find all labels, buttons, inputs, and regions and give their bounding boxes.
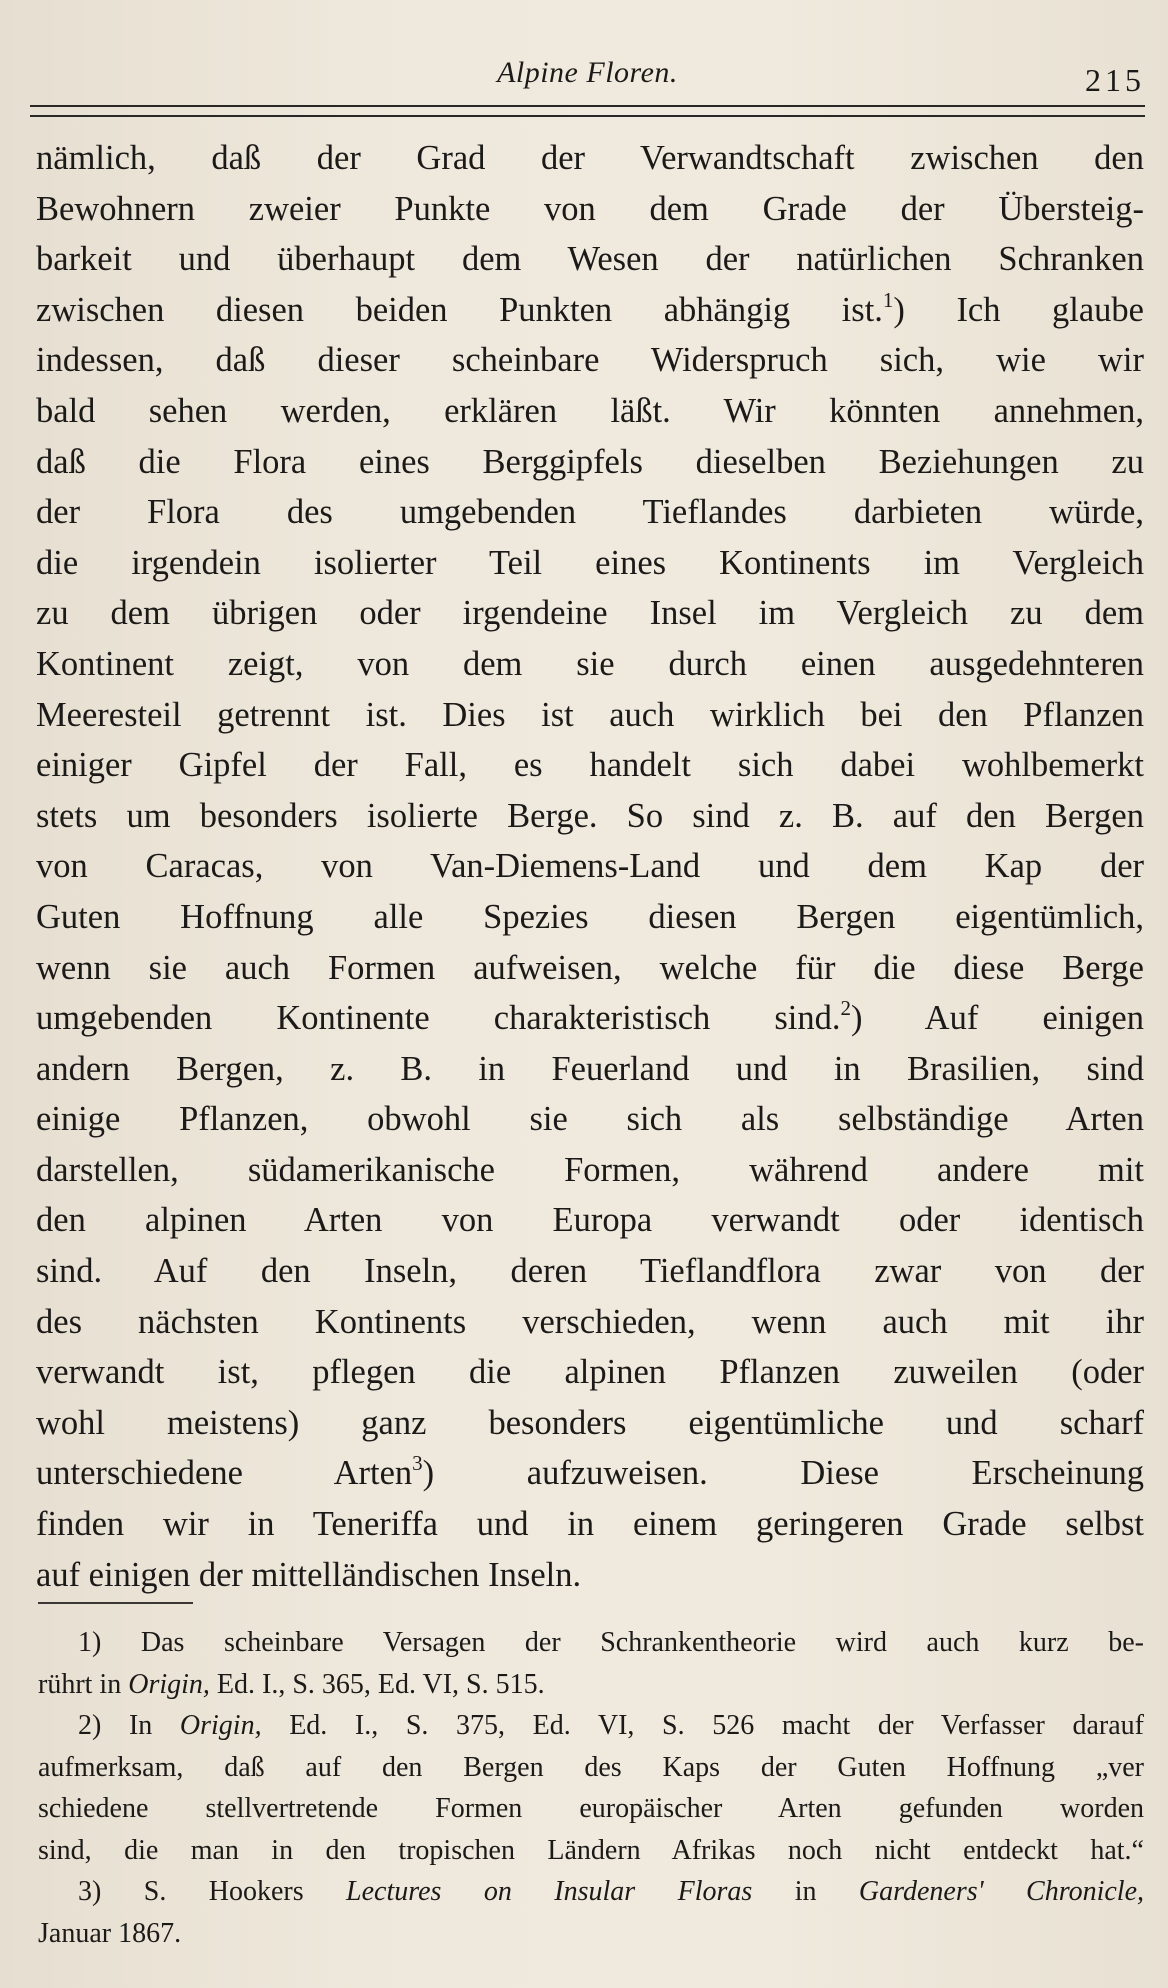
text-line: Bewohnern zweier Punkte von dem Grade der Übersteig- xyxy=(36,189,1144,228)
text-line: Guten Hoffnung alle Spezies diesen Bergen eigentümlich, xyxy=(36,897,1144,936)
footnote-2-line: schiedene stellvertretende Formen europäischer Arten gefunden worden xyxy=(38,1793,1144,1824)
text-line: nämlich, daß der Grad der Verwandtschaft zwischen den xyxy=(36,139,1144,177)
work-title: Origin, xyxy=(128,1668,210,1700)
text-line: wenn sie auch Formen aufweisen, welche für die diese Berge xyxy=(36,948,1144,987)
footnote-2-line: 2) In Origin, Ed. I., S. 375, Ed. VI, S. 526 macht der Verfasser darauf xyxy=(78,1710,1145,1741)
header-rule-top xyxy=(30,105,1145,107)
text-line: finden wir in Teneriffa und in einem geringeren Grade selbst xyxy=(36,1505,1144,1544)
footnote-ref-1: 1 xyxy=(882,287,894,312)
text-line: umgebenden Kontinente charakteristisch sind.$^2$) Auf einigen xyxy=(36,996,1144,1038)
text-line: wohl meistens) ganz besonders eigentümliche und scharf xyxy=(36,1403,1144,1442)
text-line: sind. Auf den Inseln, deren Tieflandflora zwar von der xyxy=(36,1252,1144,1291)
text-line: die irgendein isolierter Teil eines Kontinents im Vergleich xyxy=(36,543,1144,582)
text-line: Meeresteil getrennt ist. Dies ist auch wirklich bei den Pflanzen xyxy=(36,695,1144,734)
main-text xyxy=(36,133,1144,1600)
footnote-3-line: 3) S. Hookers Lectures on Insular Floras in Gardeners' Chronicle, xyxy=(78,1876,1145,1907)
text-line: andern Bergen, z. B. in Feuerland und in Brasilien, sind xyxy=(36,1049,1144,1088)
text-line: den alpinen Arten von Europa verwandt oder identisch xyxy=(36,1201,1144,1240)
footnote-2-line: aufmerksam, daß auf den Bergen des Kaps der Guten Hoffnung „ver xyxy=(38,1751,1144,1783)
page-number: 215 xyxy=(1085,62,1145,98)
journal-title: Gardeners' Chronicle, xyxy=(858,1876,1145,1907)
text-line: verwandt ist, pflegen die alpinen Pflanzen zuweilen (oder xyxy=(36,1353,1144,1392)
text-line: der Flora des umgebenden Tieflandes darbieten würde, xyxy=(36,493,1144,532)
work-title: Lectures on Insular Floras xyxy=(346,1876,753,1907)
footnote-ref-2: 2 xyxy=(840,996,851,1021)
footnote-1-line: rührt in Origin, Ed. I., S. 365, Ed. VI, S. 515. xyxy=(38,1668,545,1700)
text-line: zwischen diesen beiden Punkten abhängig ist.$^1$) Ich glaube xyxy=(36,287,1144,329)
text-line: darstellen, südamerikanische Formen, während andere mit xyxy=(36,1150,1144,1189)
text-line: barkeit und überhaupt dem Wesen der natürlichen Schranken xyxy=(36,240,1144,279)
text-line: einiger Gipfel der Fall, es handelt sich dabei wohlbemerkt xyxy=(36,746,1144,785)
text-line: bald sehen werden, erklären läßt. Wir könnten annehmen, xyxy=(36,391,1144,430)
footnote-2-line: sind, die man in den tropischen Ländern Afrikas noch nicht entdeckt hat.“ xyxy=(38,1834,1144,1866)
footnote-1-line: 1) Das scheinbare Versagen der Schrankentheorie wird auch kurz be- xyxy=(78,1627,1144,1658)
footnote-ref-3: 3 xyxy=(412,1451,423,1476)
text-line: des nächsten Kontinents verschieden, wenn auch mit ihr xyxy=(36,1302,1144,1341)
footnote-separator xyxy=(38,1602,193,1604)
running-title: Alpine Floren. xyxy=(497,56,678,89)
text-line: stets um besonders isolierte Berge. So sind z. B. auf den Bergen xyxy=(36,796,1144,835)
text-line: indessen, daß dieser scheinbare Widerspruch sich, wie wir xyxy=(36,341,1144,380)
footnotes xyxy=(38,1622,1144,1954)
header-rule-bottom xyxy=(30,115,1145,117)
page-header xyxy=(30,50,1145,100)
text-line: auf einigen der mittelländischen Inseln. xyxy=(36,1555,582,1594)
text-line: zu dem übrigen oder irgendeine Insel im Vergleich zu dem xyxy=(36,594,1144,633)
footnote-3-line: Januar 1867. xyxy=(38,1917,182,1949)
text-line: daß die Flora eines Berggipfels dieselben Beziehungen zu xyxy=(36,442,1144,481)
work-title: Origin, xyxy=(179,1710,262,1741)
text-line: einige Pflanzen, obwohl sie sich als selbständige Arten xyxy=(36,1100,1144,1139)
text-line: unterschiedene Arten$^3$) aufzuweisen. Diese Erscheinung xyxy=(36,1451,1145,1493)
text-line: von Caracas, von Van-Diemens-Land und dem Kap der xyxy=(36,847,1144,886)
text-line: Kontinent zeigt, von dem sie durch einen ausgedehnteren xyxy=(36,644,1144,683)
